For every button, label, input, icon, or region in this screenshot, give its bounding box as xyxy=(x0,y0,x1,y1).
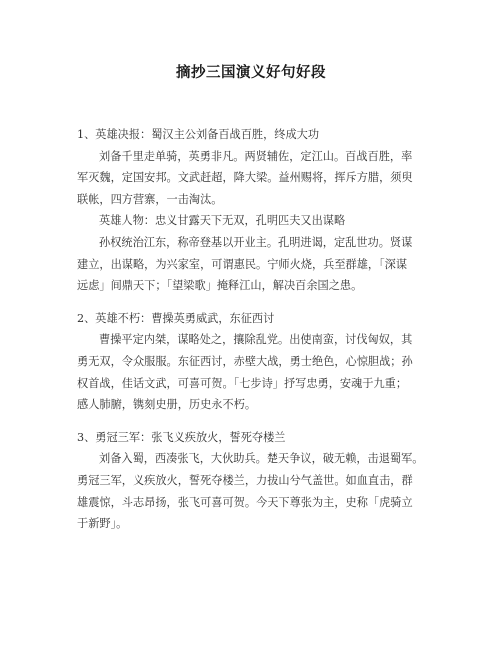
paragraph-line: 远虑」间鼎天下；「望梁歌」掩释江山，解决百余国之患。 xyxy=(77,279,363,293)
paragraph-line: 孙权统治江东，称帝登基以开业主。孔明进谒，定乱世功。贤谋 xyxy=(99,235,413,249)
paragraph-line: 军灭魏，定国安邦。文武赶超，降大梁。益州赐将，挥斥方腊，须臾 xyxy=(77,171,413,185)
paragraph-line: 建立，出谋略，为兴家室，可谓惠民。宁师火烧，兵至群雄，「深谋 xyxy=(77,257,408,271)
paragraph-line: 刘备入蜀，西凑张飞，大伙助兵。楚天争议，破无赖，击退蜀军。 xyxy=(99,452,424,466)
paragraph-line: 于新野」。 xyxy=(77,517,128,531)
section-heading: 1、英雄决报：蜀汉主公刘备百战百胜，终成大功 xyxy=(77,128,320,141)
document-title: 摘抄三国演义好句好段 xyxy=(176,65,326,81)
paragraph-line: 勇冠三军，义疾放火，誓死夺楼兰，力拔山兮气盖世。如血直击，群 xyxy=(77,473,413,487)
document-body xyxy=(77,124,477,535)
paragraph-line: 曹操平定内桀，谋略处之，攘除乱党。出使南蛮，讨伐匈奴，其 xyxy=(99,333,413,347)
paragraph-line: 勇无双，令众服服。东征西讨，赤壁大战，勇士绝色，心惊胆战；孙 xyxy=(77,354,413,368)
paragraph-line: 权首战，佳话文武，可喜可贺。「七步诗」抒写忠勇，安魂于九重； xyxy=(77,376,408,390)
paragraph-line: 雄震惊，斗志昂扬，张飞可喜可贺。今天下尊张为主，史称「虎骑立 xyxy=(77,495,413,509)
section-heading: 2、英雄不朽：曹操英勇威武，东征西讨 xyxy=(77,311,275,325)
paragraph-line: 英雄人物：忠义甘露天下无双，孔明匹夫又出谋略 xyxy=(99,214,346,228)
paragraph-line: 刘备千里走单骑，英勇非凡。两贤辅佐，定江山。百战百胜，率 xyxy=(99,149,413,163)
section-spacer xyxy=(77,297,477,308)
paragraph-line: 联帐，四方营寨，一击淘汰。 xyxy=(77,192,223,206)
section-spacer xyxy=(77,416,477,427)
section-heading: 3、勇冠三军：张飞义疾放火，誓死夺楼兰 xyxy=(77,430,286,444)
paragraph-line: 感人肺腑，镌刻史册，历史永不朽。 xyxy=(77,398,257,412)
